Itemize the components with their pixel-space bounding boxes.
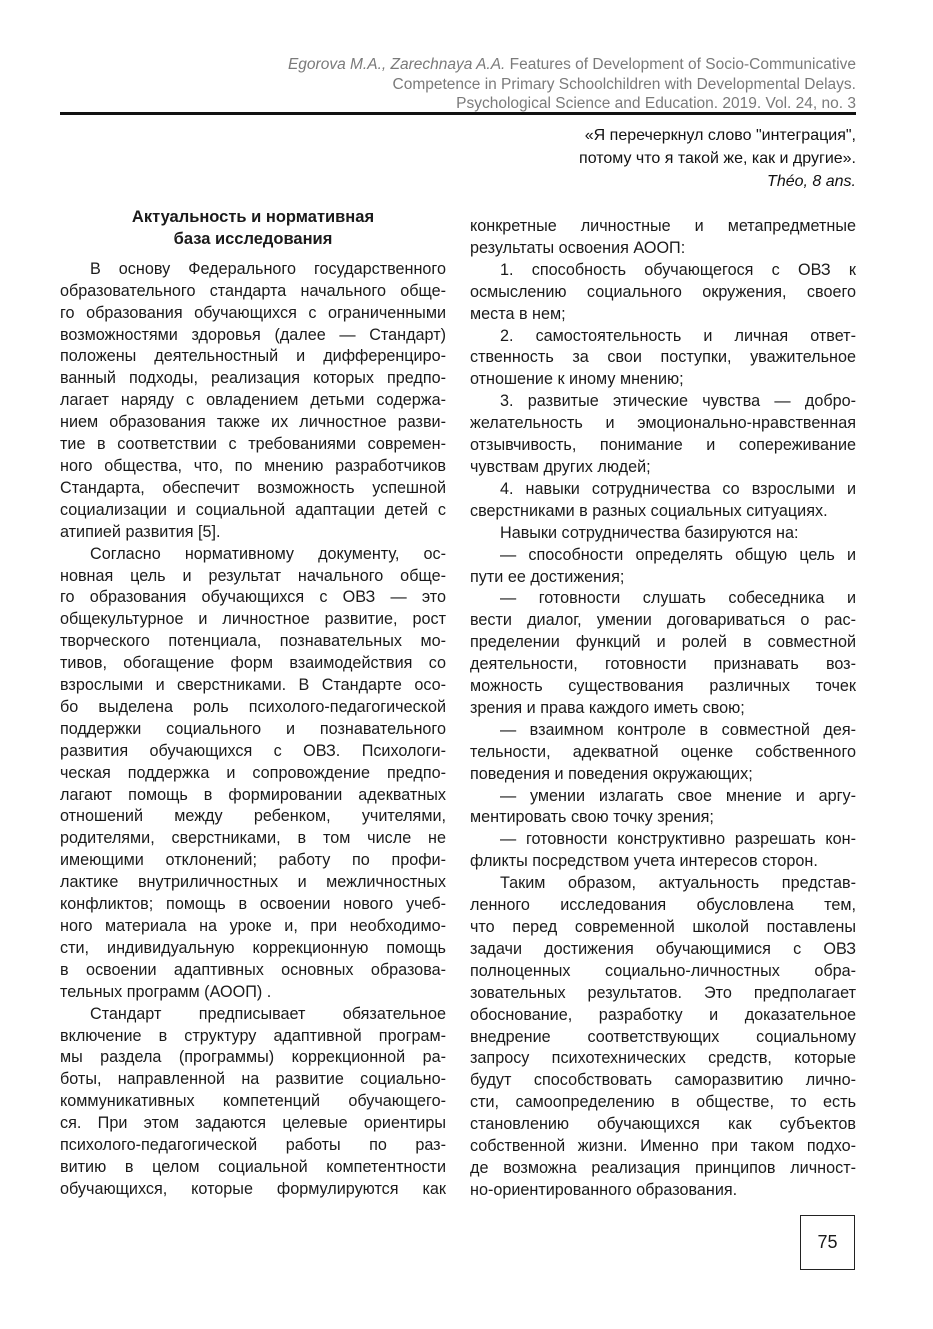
paragraph bbox=[470, 873, 856, 1202]
text-line: включение в структуру адаптивной програм- bbox=[60, 1026, 446, 1045]
text-line: — способности определять общую цель и bbox=[500, 545, 856, 564]
text-line: атипией развития [5]. bbox=[60, 522, 221, 541]
section-heading bbox=[60, 207, 446, 251]
text-line: взрослыми и сверстниками. В Стандарте осо- bbox=[60, 676, 446, 695]
text-line: — готовности слушать собеседника и bbox=[500, 589, 856, 608]
text-line: ного общества, что, по мнению разработчиков bbox=[60, 456, 446, 475]
text-line: родителями, сверстниками, в том числе не bbox=[60, 829, 446, 848]
text-line: можность существования различных точек bbox=[470, 677, 856, 696]
text-line: вести диалог, умении договариваться о рас- bbox=[470, 611, 856, 630]
running-head-title: Features of Development of Socio-Communicative bbox=[505, 56, 856, 73]
text-line: зрения и права каждого иметь свою; bbox=[470, 698, 745, 717]
text-line: отношений между ребенком, учителями, bbox=[60, 807, 446, 826]
paragraph bbox=[470, 326, 856, 392]
paragraph bbox=[60, 544, 446, 1004]
page-number: 75 bbox=[800, 1215, 855, 1270]
text-line: отношение к иному мнению; bbox=[470, 370, 684, 389]
text-line: что перед современной школой поставлены bbox=[470, 918, 856, 936]
text-line: тельных программ (АООП) . bbox=[60, 982, 272, 1001]
epigraph-line-1: «Я перечеркнул слово "интеграция", bbox=[584, 127, 856, 144]
text-line: ного материала на уроке и, при необходимо- bbox=[60, 917, 446, 935]
text-line: сти, самоопределению в обществе, то есть bbox=[470, 1093, 856, 1112]
text-line: — умении излагать свое мнение и аргу- bbox=[500, 786, 856, 805]
text-line: становлению обучающихся как субъектов bbox=[470, 1115, 856, 1134]
text-line: внедрение соответствующих социальному bbox=[470, 1027, 856, 1046]
paragraph bbox=[470, 545, 856, 589]
text-line: лагает наряду с овладением детьми содержа- bbox=[60, 391, 446, 410]
text-line: ленного исследования обусловлена тем, bbox=[470, 896, 856, 915]
epigraph bbox=[579, 124, 856, 193]
text-line: сверстниками в разных социальных ситуациях. bbox=[470, 501, 828, 520]
text-line: Стандарт предписывает обязательное bbox=[90, 1004, 446, 1023]
paragraph bbox=[470, 720, 856, 786]
text-line: обоснование, разработку и доказательное bbox=[470, 1005, 856, 1024]
section-heading-line: Актуальность и нормативная bbox=[131, 208, 375, 226]
text-line: будут способствовать саморазвитию лично- bbox=[470, 1071, 856, 1090]
text-line: го образования обучающихся с ограниченными bbox=[60, 303, 446, 322]
paragraph bbox=[470, 588, 856, 719]
text-line: образовательного стандарта начального обще- bbox=[60, 281, 446, 300]
text-line: поведения и поведения окружающих; bbox=[470, 764, 753, 783]
text-line: осмыслению социального окружения, своего bbox=[470, 282, 856, 301]
text-line: 4. навыки сотрудничества со взрослыми и bbox=[500, 479, 856, 498]
left-column-body bbox=[60, 259, 446, 1201]
text-line: бо выделена роль психолого-педагогической bbox=[60, 697, 446, 716]
text-line: новная цель и результат начального обще- bbox=[60, 566, 446, 585]
text-line: полноценных социально-личностных обра- bbox=[470, 961, 856, 980]
right-column bbox=[470, 216, 856, 1202]
running-head bbox=[288, 55, 856, 114]
text-line: фликты посредством учета интересов сторон. bbox=[470, 852, 818, 871]
paragraph bbox=[60, 259, 446, 544]
text-line: конфликтов; помощь в освоении нового учеб- bbox=[60, 895, 446, 914]
text-line: 1. способность обучающегося с ОВЗ к bbox=[500, 260, 856, 279]
text-line: пределении функций и ролей в совместной bbox=[470, 633, 856, 652]
header-rule bbox=[60, 112, 856, 115]
text-line: 3. развитые этические чувства — добро- bbox=[500, 392, 856, 411]
text-line: сти, индивидуальную коррекционную помощь bbox=[60, 938, 446, 957]
text-line: тельности, адекватной оценке собственного bbox=[470, 742, 856, 761]
text-line: ванный подходы, реализация которых предпо- bbox=[60, 369, 446, 388]
text-line: — взаимном контроле в совместной дея- bbox=[500, 720, 856, 739]
paragraph bbox=[470, 391, 856, 479]
text-line: результаты освоения АООП: bbox=[470, 238, 686, 257]
section-heading-line: база исследования bbox=[173, 229, 333, 248]
text-line: конкретные личностные и метапредметные bbox=[470, 217, 856, 235]
text-line: поддержки социального и познавательного bbox=[60, 719, 446, 738]
running-head-line-2: Competence in Primary Schoolchildren with Developmental Delays. bbox=[392, 75, 856, 93]
text-line: пути ее достижения; bbox=[470, 567, 625, 586]
paragraph bbox=[60, 1004, 446, 1201]
text-line: места в нем; bbox=[470, 304, 566, 323]
left-column bbox=[60, 207, 446, 1201]
text-line: ческая поддержка и сопровождение предпо- bbox=[60, 763, 446, 782]
epigraph-line-2: потому что я такой же, как и другие». bbox=[579, 150, 856, 167]
text-line: нием образования также их личностное разви- bbox=[60, 413, 446, 432]
text-line: боты, направленной на развитие социально- bbox=[60, 1070, 446, 1089]
text-line: тие в соответствии с требованиями современ- bbox=[60, 435, 446, 454]
text-line: но-ориентированного образования. bbox=[470, 1180, 738, 1199]
text-line: положены деятельностный и дифференциро- bbox=[60, 347, 446, 366]
text-line: запросу психотехнических средств, которые bbox=[470, 1049, 856, 1068]
text-line: мы раздела (программы) коррекционной ра- bbox=[60, 1048, 446, 1067]
epigraph-signature: Théo, 8 ans. bbox=[767, 173, 856, 190]
text-line: ментировать свою точку зрения; bbox=[470, 808, 714, 827]
text-line: психолого-педагогической работы по раз- bbox=[60, 1136, 446, 1155]
text-line: В основу Федерального государственного bbox=[90, 259, 446, 278]
text-line: творческого потенциала, познавательных мо- bbox=[60, 632, 446, 651]
text-line: тивов, обогащение форм взаимодействия со bbox=[60, 654, 446, 673]
text-line: задачи достижения обучающимися с ОВЗ bbox=[470, 939, 856, 958]
text-line: де возможна реализация принципов личност- bbox=[470, 1158, 856, 1177]
running-head-authors: Egorova M.A., Zarechnaya A.A. bbox=[287, 56, 506, 73]
paragraph bbox=[470, 523, 856, 545]
text-line: лагают помощь в формировании адекватных bbox=[60, 785, 446, 804]
text-line: Согласно нормативному документу, ос- bbox=[90, 544, 446, 563]
text-line: отзывчивость, понимание и сопереживание bbox=[470, 436, 856, 455]
paragraph bbox=[470, 479, 856, 523]
text-line: Навыки сотрудничества базируются на: bbox=[500, 523, 799, 542]
paragraph bbox=[470, 260, 856, 326]
text-line: 2. самостоятельность и личная ответ- bbox=[500, 326, 856, 345]
text-line: — готовности конструктивно разрешать кон- bbox=[500, 830, 856, 849]
text-line: развития обучающихся с ОВЗ. Психологи- bbox=[60, 741, 446, 760]
text-line: коммуникативных компетенций обучающего- bbox=[60, 1092, 446, 1111]
text-line: чувствам других людей; bbox=[470, 457, 651, 476]
text-line: социализации и социальной адаптации детей с bbox=[60, 500, 446, 519]
text-line: деятельности, готовности признавать воз- bbox=[470, 655, 856, 674]
text-line: возможностями здоровья (далее — Стандарт) bbox=[60, 325, 446, 344]
text-line: общекультурное и личностное развитие, рост bbox=[60, 610, 446, 629]
text-line: в освоении адаптивных основных образова- bbox=[60, 960, 446, 979]
text-line: Таким образом, актуальность представ- bbox=[500, 874, 856, 893]
right-column-body bbox=[470, 216, 856, 1202]
text-line: собственной жизни. Именно при таком подхо- bbox=[470, 1137, 856, 1156]
running-head-line-1 bbox=[288, 55, 856, 75]
text-line: желательность и эмоционально-нравственная bbox=[470, 414, 856, 433]
text-line: го образования обучающихся с ОВЗ — это bbox=[60, 588, 446, 607]
paragraph bbox=[470, 216, 856, 260]
running-head-line-3: Psychological Science and Education. 2019. Vol. 24, no. 3 bbox=[456, 95, 856, 112]
paragraph bbox=[470, 786, 856, 830]
text-line: ственность за свои поступки, уважительное bbox=[470, 348, 856, 367]
text-line: лактике внутриличностных и межличностных bbox=[60, 873, 446, 892]
text-line: Стандарта, обеспечит возможность успешной bbox=[60, 478, 446, 497]
text-line: имеющими отклонений; работу по профи- bbox=[60, 851, 446, 870]
text-line: витию в целом социальной компетентности bbox=[60, 1157, 446, 1176]
text-line: обучающихся, которые формулируются как bbox=[60, 1179, 446, 1198]
paragraph bbox=[470, 829, 856, 873]
text-line: зовательных результатов. Это предполагает bbox=[470, 983, 856, 1002]
text-line: ся. При этом задаются целевые ориентиры bbox=[60, 1114, 446, 1133]
